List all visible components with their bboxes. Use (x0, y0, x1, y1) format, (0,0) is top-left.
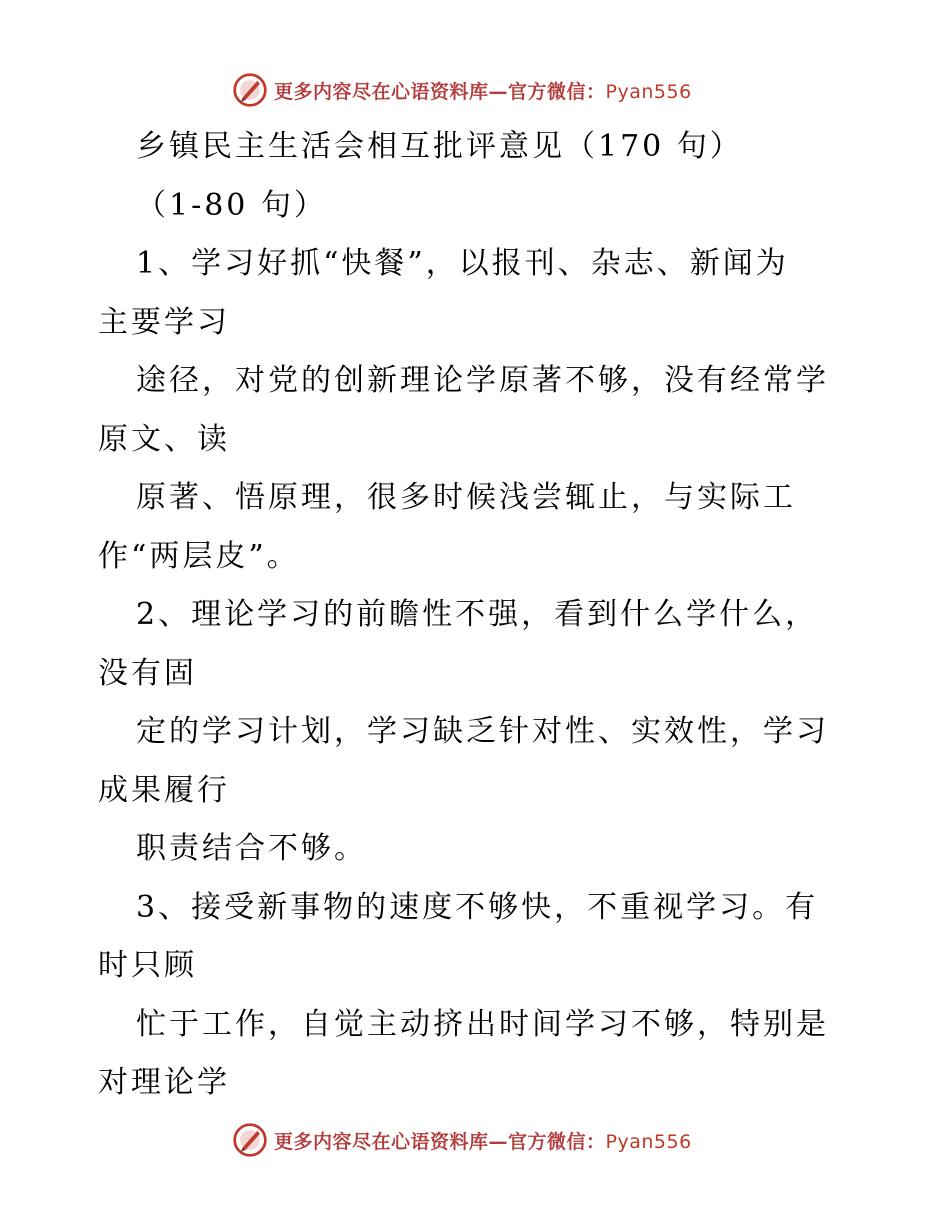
text-line: 忙于工作，自觉主动挤出时间学习不够，特别是 (136, 1006, 829, 1042)
text-line: 2、理论学习的前瞻性不强，看到什么学什么， (136, 597, 819, 632)
footer-banner-text: 更多内容尽在心语资料库—官方微信：Pyan556 (274, 1130, 692, 1153)
text-line: 原著、悟原理，很多时候浅尝辄止，与实际工 (136, 480, 796, 515)
footer-banner (232, 1120, 722, 1160)
header-banner-text: 更多内容尽在心语资料库—官方微信：Pyan556 (274, 80, 692, 103)
header-banner (232, 70, 722, 110)
text-line: 途径，对党的创新理论学原著不够，没有经常学 (136, 363, 829, 398)
text-line: 没有固 (98, 655, 197, 691)
text-line: 时只顾 (98, 948, 197, 983)
footer-wechat-id: Pyan556 (605, 1130, 692, 1153)
text-line: 主要学习 (98, 304, 230, 340)
text-line: 作“两层皮”。 (98, 538, 300, 574)
paragraph-lines (98, 235, 858, 1113)
text-line: 3、接受新事物的速度不够快，不重视学习。有 (136, 889, 819, 925)
document-body (98, 118, 858, 1113)
document-subtitle: （1-80 句） (136, 187, 327, 223)
text-line: 1、学习好抓“快餐”，以报刊、杂志、新闻为 (136, 246, 789, 281)
document-title: 乡镇民主生活会相互批评意见（170 句） (136, 129, 743, 164)
pen-logo-icon (232, 72, 268, 108)
text-line: 职责结合不够。 (136, 831, 367, 866)
text-line: 原文、读 (98, 421, 230, 457)
text-line: 对理论学 (98, 1065, 230, 1100)
text-line: 成果履行 (98, 772, 230, 808)
text-line: 定的学习计划，学习缺乏针对性、实效性，学习 (136, 714, 829, 749)
header-wechat-id: Pyan556 (605, 80, 692, 103)
pen-logo-icon (232, 1122, 268, 1158)
